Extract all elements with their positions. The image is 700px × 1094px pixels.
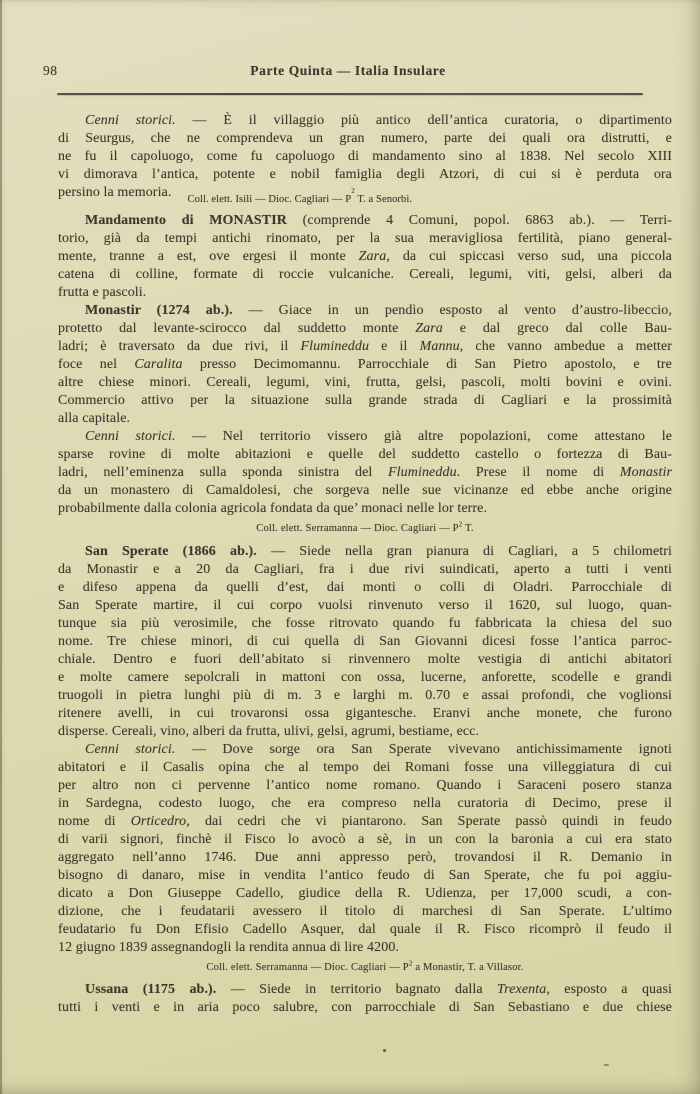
text-line — [58, 266, 672, 284]
paper-speck — [604, 1064, 609, 1066]
text-run: Coll. elett. Serramanna — Dioc. Cagliari — P — [206, 962, 409, 973]
electoral-note — [58, 520, 672, 537]
text-run: , da cui spiccasi verso sud, una piccola — [386, 249, 672, 264]
text-run: Zara — [358, 249, 387, 264]
text-run: , esposto a quasi — [546, 982, 673, 997]
text-run: probabilmente dalla colonia agricola fondata da que’ monaci nelle lor terre. — [58, 501, 488, 516]
body-text — [58, 106, 672, 1017]
text-run: di Seurgus, che ne comprendeva un gran numero, parte dei quali ora distrutti, e — [58, 131, 672, 146]
text-run: e molte camere sepolcrali in mattoni con ossa, lucerne, anforette, scodelle e grandi — [58, 670, 672, 685]
text-line — [58, 212, 672, 230]
paragraph — [58, 741, 672, 957]
text-run: (comprende 4 Comuni, popol. 6863 ab.). — Terri- — [287, 213, 673, 228]
paragraph — [58, 112, 672, 203]
text-line — [58, 669, 672, 687]
paragraph — [58, 428, 672, 518]
text-line — [58, 849, 672, 867]
text-line — [58, 464, 672, 482]
text-line — [58, 543, 672, 561]
text-run: Cenni storici. — [85, 429, 176, 444]
text-line — [58, 410, 672, 428]
text-line — [58, 921, 672, 939]
text-run: , che vanno ambedue a metter — [459, 339, 673, 354]
text-run: catena di colline, formate di roccie vulcaniche. Cereali, legumi, viti, gelsi, alberi da — [58, 267, 672, 282]
text-line — [58, 561, 672, 579]
text-run: feudatario fu Don Efisio Cadello Asquer, dal quale il R. Fisco ricomprò il feudo il — [58, 922, 672, 937]
text-run: — Dove sorge ora San Sperate vivevano antichissimamente ignoti — [175, 742, 672, 757]
text-run: di varii signori, finchè il Fisco lo avocò a sè, in un con la baronia a cui era stato — [58, 832, 672, 847]
running-header-title: Parte Quinta — Italia Insulare — [250, 63, 446, 78]
text-run: Mandamento di MONASTIR — [85, 213, 288, 228]
text-run: in Sardegna, codesto luogo, che era compreso nella curatoria di Decimo, prese il — [58, 796, 672, 811]
paragraph — [58, 981, 672, 1017]
text-line — [58, 130, 672, 148]
text-line — [58, 885, 672, 903]
text-run: tunque sia più verosimile, che fosse ritrovato quando fu fabbricata la chiesa del suo — [58, 616, 672, 631]
text-line — [58, 112, 672, 130]
text-run: aggregato nell’anno 1746. Due anni appresso però, trovandosi il R. Demanio in — [58, 850, 672, 865]
text-line — [58, 633, 672, 651]
text-run: truogoli in pietra lunghi più di m. 3 e larghi m. 0.70 e assai profondi, che voglionsi — [58, 688, 672, 703]
text-run: San Sperate (1866 ab.). — [85, 544, 257, 559]
text-run: nome di — [58, 814, 131, 829]
text-run: , dai cedri che vi piantarono. San Sperate passò quindi in feudo — [186, 814, 672, 829]
text-line — [58, 482, 672, 500]
text-run: torio, già da tempi antichi rinomato, per la sua meravigliosa fertilità, piano general- — [58, 231, 672, 246]
text-line — [58, 939, 672, 957]
text-line — [58, 579, 672, 597]
text-run: disperse. Cereali, vino, alberi da frutta, ulivi, gelsi, agrumi, bestiame, ecc. — [58, 724, 480, 739]
text-run: nome. Tre chiese minori, di cui quella di San Giovanni dicesi fosse l’antica parroc- — [58, 634, 672, 649]
text-run: Flumineddu — [388, 465, 457, 480]
text-run: — Giace in un pendìo esposto al vento d’austro-libeccio, — [232, 303, 672, 318]
text-run: dizione, che i feudatarii avessero il titolo di marchesi di San Sperate. L’ultimo — [58, 904, 672, 919]
text-run: 2 — [408, 959, 413, 968]
text-run: Trexenta — [497, 982, 547, 997]
paragraph — [58, 543, 672, 741]
text-run: Cenni storici. — [85, 113, 176, 128]
text-run: 12 giugno 1839 assegnandogli la rendita annua di lire 4200. — [58, 940, 400, 955]
text-line — [58, 615, 672, 633]
text-run: abitatori e il Casalis opina che al tempo dei Romani fosse una villeggiatura di cui — [58, 760, 672, 775]
text-line — [58, 302, 672, 320]
text-line — [58, 795, 672, 813]
text-run: ladri, nell’eminenza sulla sponda sinistra del — [58, 465, 389, 480]
text-line — [58, 741, 672, 759]
page-left-edge — [0, 0, 2, 1094]
text-line — [58, 500, 672, 518]
text-run: T. a Senorbì. — [354, 194, 413, 205]
text-run: a Monastir, T. a Villasor. — [412, 962, 524, 973]
text-run: Coll. elett. Serramanna — Dioc. Cagliari — P — [256, 523, 459, 534]
text-line — [58, 374, 672, 392]
text-line — [58, 338, 672, 356]
text-run: 2 — [458, 520, 463, 529]
text-run: da un monastero di Camaldolesi, che sorgeva nelle sue vicinanze ed ebbe anche origine — [58, 483, 672, 498]
text-run: T. — [462, 523, 474, 534]
text-run: alla capitale. — [58, 411, 131, 426]
paragraph — [58, 302, 672, 428]
text-run: Monastir — [619, 465, 672, 480]
text-line — [58, 903, 672, 921]
text-run: . Prese il nome di — [456, 465, 620, 480]
text-run: Ussana (1175 ab.). — [85, 982, 217, 997]
page-number: 98 — [43, 63, 58, 78]
text-line — [58, 597, 672, 615]
text-run: ne fu il capoluogo, come fu capoluogo di mandamento sino al 1838. Nel secolo XIII — [58, 149, 672, 164]
text-run: ritenere avelli, in cui trovaronsi ossa gigantesche. Eranvi anche monete, che furono — [58, 706, 672, 721]
text-run: Flumineddu — [300, 339, 370, 354]
text-run: 2 — [351, 187, 355, 196]
text-run: foce nel — [58, 357, 135, 372]
text-run: — Siede in territorio bagnato dalla — [216, 982, 498, 997]
text-line — [58, 705, 672, 723]
text-line — [58, 148, 672, 166]
text-line — [58, 356, 672, 374]
text-line — [58, 248, 672, 266]
text-line — [58, 831, 672, 849]
text-line — [58, 759, 672, 777]
text-run: Commercio attivo per la situazione sulla grande strada di Cagliari e la prossimità — [58, 393, 672, 408]
text-run: e il — [369, 339, 420, 354]
text-line — [58, 392, 672, 410]
text-line — [58, 777, 672, 795]
text-run: Zara — [415, 321, 443, 336]
paper-speck — [383, 1049, 386, 1052]
text-run: da Monastir e a 20 da Cagliari, fra i due rivi suindicati, aperto a tutti i venti — [58, 562, 672, 577]
text-run: sparse rovine di molte abitazioni e quelle del suddetto castello o fortezza di Bau- — [58, 447, 672, 462]
text-run: frutta e pascoli. — [58, 285, 147, 300]
text-run: dicato a Don Giuseppe Cadello, giudice della R. Udienza, per 17,000 scudi, a con- — [58, 886, 672, 901]
text-run: tutti i venti e in aria poco salubre, con parrocchiale di San Sebastiano e due chiese — [58, 1000, 672, 1015]
text-line — [58, 166, 672, 184]
text-line — [58, 230, 672, 248]
header-rule — [57, 93, 643, 95]
text-line — [58, 813, 672, 831]
text-line — [58, 428, 672, 446]
text-line — [58, 446, 672, 464]
text-run: Monastir (1274 ab.). — [85, 303, 233, 318]
text-line — [58, 687, 672, 705]
text-run: presso Decimomannu. Parrocchiale di San Pietro apostolo, e tre — [182, 357, 672, 372]
text-run: San Sperate martire, il cui corpo vuolsi rinvenuto verso il 1620, sul luogo, quan- — [58, 598, 672, 613]
text-run: bisogno di danaro, mise in vendita l’antico feudo di San Sperate, che fu poi aggiu- — [58, 868, 672, 883]
text-run: e difeso appena da quelli d’est, dai monti o colli di Oladri. Parrocchiale di — [58, 580, 672, 595]
text-line — [58, 723, 672, 741]
text-run: — È il villaggio più antico dell’antica curatoria, o dipartimento — [175, 113, 672, 128]
text-run: Cenni storici. — [85, 742, 176, 757]
text-run: vi dimorava l’antica, potente e nobil famiglia degli Atzori, di cui si è perduta ora — [58, 167, 672, 182]
text-run: persino la memoria. — [58, 185, 172, 200]
text-line — [58, 284, 672, 302]
text-run: e dal greco dal colle Bau- — [442, 321, 672, 336]
text-run: per altro non ci pervenne l’antico nome romano. Quando i Saraceni posero stanza — [58, 778, 672, 793]
text-run: ladri; è traversato da due rivi, il — [58, 339, 301, 354]
text-run: altre chiese minori. Cereali, legumi, vini, frutta, gelsi, pascoli, molti bovini e ovini. — [58, 375, 672, 390]
text-line — [58, 184, 672, 203]
text-run: — Siede nella gran pianura di Cagliari, a 5 chilometri — [256, 544, 673, 559]
text-line — [58, 999, 672, 1017]
text-line — [58, 320, 672, 338]
text-run: Mannu — [419, 339, 460, 354]
text-run: mente, tranne a est, ove ergesi il monte — [58, 249, 359, 264]
text-run: — Nel territorio vissero già altre popolazioni, come attestano le — [175, 429, 673, 444]
text-run: chiale. Dentro e fuori dell’abitato si rinvennero molte vestigia di antichi abitatori — [58, 652, 672, 667]
text-line — [58, 867, 672, 885]
text-line — [58, 981, 672, 999]
text-run: Caralita — [134, 357, 183, 372]
text-run: Coll. elett. Isili — Dioc. Cagliari — P — [187, 194, 352, 205]
text-run: Orticedro — [130, 814, 187, 829]
text-run: protetto dal levante-scirocco dal suddetto monte — [58, 321, 416, 336]
paragraph — [58, 212, 672, 302]
electoral-note — [58, 959, 672, 976]
text-line — [58, 651, 672, 669]
